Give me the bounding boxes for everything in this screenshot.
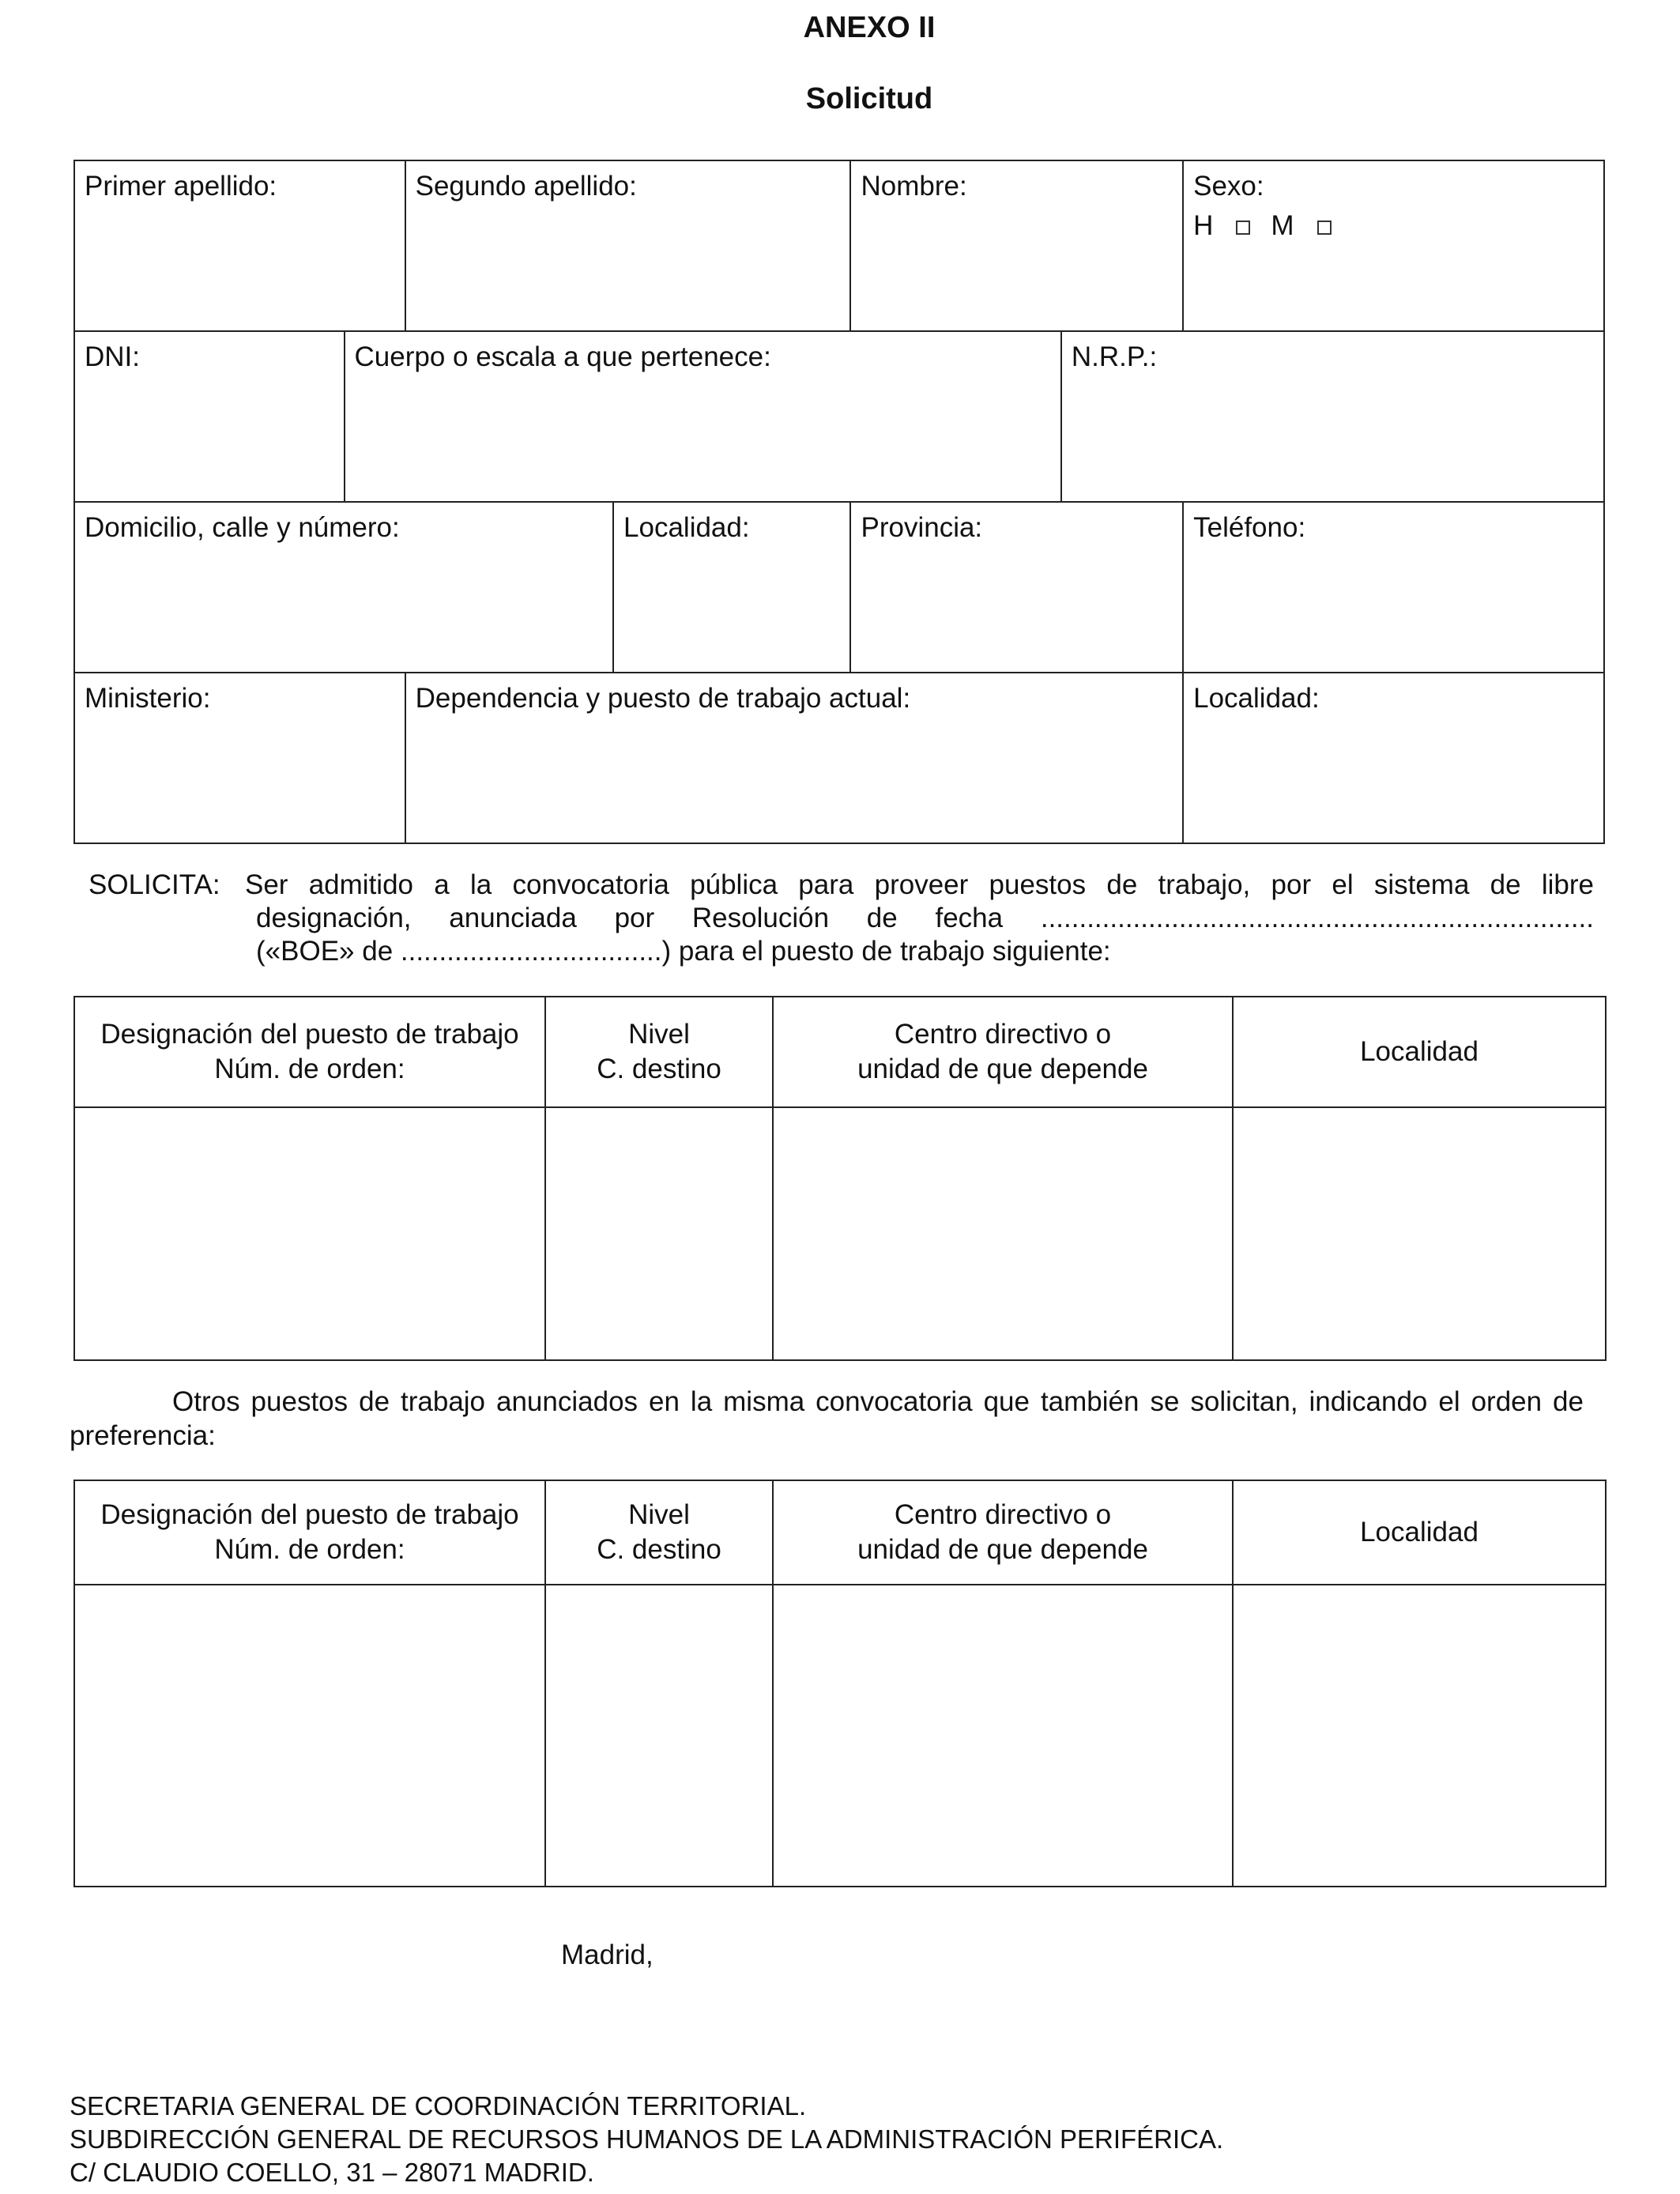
- sexo-h-checkbox[interactable]: [1236, 221, 1250, 235]
- centro-cell[interactable]: [773, 1107, 1233, 1360]
- otros-puestos-table: [73, 1480, 1607, 1887]
- designacion-header-1: Designación del puesto de trabajo: [100, 1499, 519, 1531]
- designacion-cell[interactable]: [74, 1107, 545, 1360]
- footer-line-3: C/ CLAUDIO COELLO, 31 – 28071 MADRID.: [70, 2158, 594, 2187]
- col-centro: [773, 1480, 1233, 1585]
- annex-title: ANEXO II: [803, 11, 936, 44]
- centro-cell[interactable]: [773, 1585, 1233, 1887]
- nivel-cell[interactable]: [545, 1107, 773, 1360]
- domicilio-label: Domicilio, calle y número:: [85, 512, 400, 543]
- col-nivel: [545, 997, 773, 1107]
- col-localidad: [1233, 1480, 1606, 1585]
- ministerio-field[interactable]: [74, 673, 405, 843]
- segundo-apellido-label: Segundo apellido:: [415, 171, 637, 202]
- solicita-line-3: («BOE» de ..................................) para el puesto de trabajo siguiente:: [256, 936, 1111, 967]
- dependencia-field[interactable]: [405, 673, 1184, 843]
- cuerpo-label: Cuerpo o escala a que pertenece:: [354, 341, 771, 372]
- centro-header-1: Centro directivo o: [894, 1019, 1112, 1050]
- nivel-cell[interactable]: [545, 1585, 773, 1887]
- designacion-header-2: Núm. de orden:: [214, 1534, 405, 1565]
- telefono-label: Teléfono:: [1193, 512, 1306, 543]
- document-title: Solicitud: [805, 82, 933, 115]
- puesto-solicitado-table: [73, 996, 1607, 1361]
- provincia-label: Provincia:: [861, 512, 983, 543]
- localidad-trabajo-field[interactable]: [1183, 673, 1604, 843]
- col-designacion: [74, 1480, 545, 1585]
- localidad-trabajo-label: Localidad:: [1193, 683, 1320, 714]
- solicita-block: [89, 869, 1594, 968]
- designacion-cell[interactable]: [74, 1585, 545, 1887]
- footer-address: [70, 2090, 1223, 2189]
- col-centro: [773, 997, 1233, 1107]
- col-nivel: [545, 1480, 773, 1585]
- sexo-m-checkbox[interactable]: [1317, 221, 1332, 235]
- segundo-apellido-field[interactable]: [405, 160, 851, 331]
- sexo-label: Sexo:: [1193, 171, 1264, 202]
- solicita-line-2: designación, anunciada por Resolución de fecha ........................................................................: [256, 903, 1594, 933]
- personal-data-table: [73, 160, 1605, 844]
- sexo-m-label: M: [1271, 209, 1295, 241]
- dni-field[interactable]: [74, 331, 345, 502]
- nrp-label: N.R.P.:: [1071, 341, 1158, 372]
- designacion-header-1: Designación del puesto de trabajo: [100, 1019, 519, 1050]
- cuerpo-field[interactable]: [345, 331, 1061, 502]
- sexo-field: [1183, 160, 1604, 331]
- nivel-header-2: C. destino: [597, 1054, 721, 1084]
- localidad-header: Localidad: [1360, 1517, 1478, 1548]
- solicita-label: SOLICITA:: [89, 869, 220, 900]
- designacion-header-2: Núm. de orden:: [214, 1054, 405, 1084]
- primer-apellido-label: Primer apellido:: [85, 171, 277, 202]
- localidad-label: Localidad:: [623, 512, 750, 543]
- primer-apellido-field[interactable]: [74, 160, 405, 331]
- nivel-header-1: Nivel: [628, 1019, 690, 1050]
- telefono-field[interactable]: [1183, 502, 1604, 673]
- localidad-header: Localidad: [1360, 1036, 1478, 1068]
- sexo-h-label: H: [1193, 209, 1215, 241]
- dni-label: DNI:: [85, 341, 140, 372]
- col-localidad: [1233, 997, 1606, 1107]
- dependencia-label: Dependencia y puesto de trabajo actual:: [415, 683, 911, 714]
- centro-header-2: unidad de que depende: [857, 1534, 1148, 1565]
- provincia-field[interactable]: [850, 502, 1183, 673]
- solicita-line-1: Ser admitido a la convocatoria pública para proveer puestos de trabajo, por el sistema de libre: [245, 869, 1594, 900]
- nivel-header-2: C. destino: [597, 1534, 721, 1565]
- localidad-cell[interactable]: [1233, 1107, 1606, 1360]
- nombre-label: Nombre:: [861, 171, 967, 202]
- nivel-header-1: Nivel: [628, 1499, 690, 1531]
- nrp-field[interactable]: [1061, 331, 1604, 502]
- ministerio-label: Ministerio:: [85, 683, 211, 714]
- footer-line-1: SECRETARIA GENERAL DE COORDINACIÓN TERRITORIAL.: [70, 2091, 807, 2120]
- col-designacion: [74, 997, 545, 1107]
- domicilio-field[interactable]: [74, 502, 613, 673]
- signature-place: Madrid,: [561, 1940, 654, 1970]
- otros-puestos-text: Otros puestos de trabajo anunciados en la misma convocatoria que también se solicitan, indicando el orden de preferencia:: [70, 1386, 1584, 1451]
- localidad-field[interactable]: [613, 502, 850, 673]
- nombre-field[interactable]: [850, 160, 1183, 331]
- footer-line-2: SUBDIRECCIÓN GENERAL DE RECURSOS HUMANOS DE LA ADMINISTRACIÓN PERIFÉRICA.: [70, 2124, 1224, 2154]
- centro-header-1: Centro directivo o: [894, 1499, 1112, 1531]
- centro-header-2: unidad de que depende: [857, 1054, 1148, 1084]
- localidad-cell[interactable]: [1233, 1585, 1606, 1887]
